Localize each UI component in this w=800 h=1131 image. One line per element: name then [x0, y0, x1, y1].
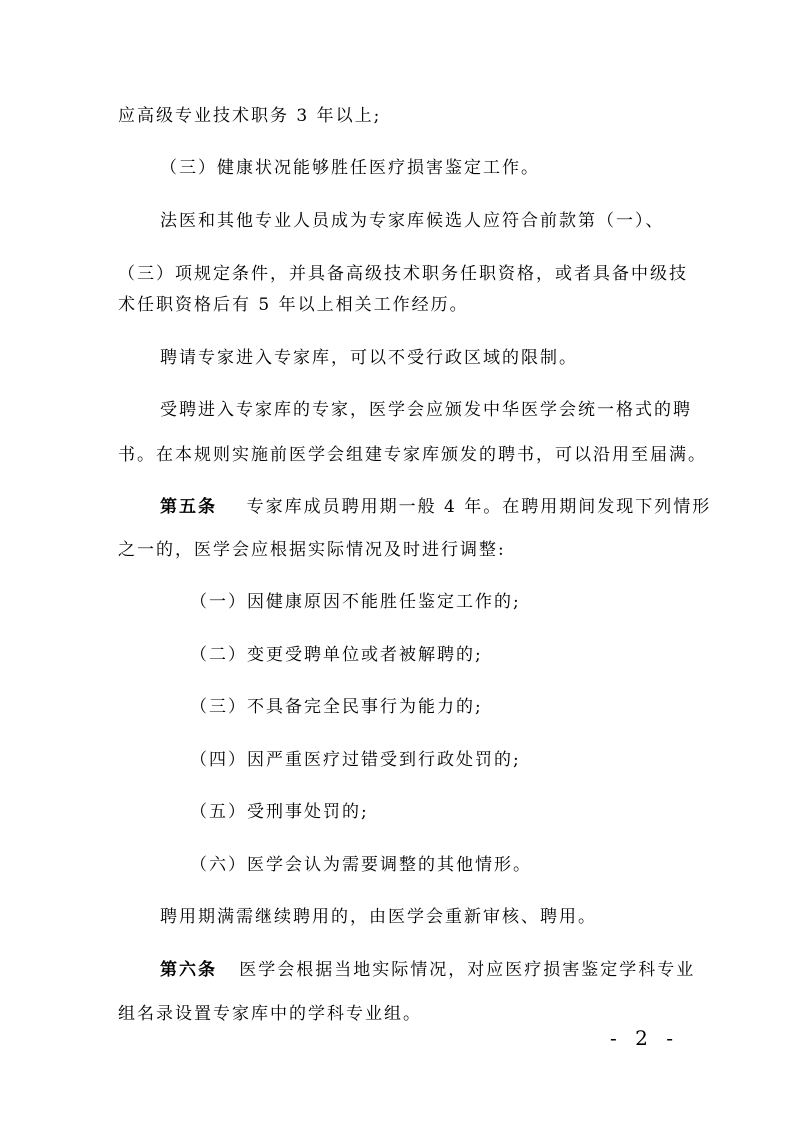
paragraph-line: 应高级专业技术职务 3 年以上;: [118, 106, 382, 126]
paragraph-line: （三）项规定条件，并具备高级技术职务任职资格，或者具备中级技: [118, 264, 688, 284]
paragraph-line: 法医和其他专业人员成为专家库候选人应符合前款第（一）、: [160, 211, 665, 231]
list-item: （五）受刑事处罚的;: [190, 802, 369, 822]
article-six-label: 第六条: [160, 960, 217, 980]
list-item: （三）不具备完全民事行为能力的;: [190, 697, 483, 717]
paragraph-line: 专家库成员聘用期一般 4 年。在聘用期间发现下列情形: [246, 497, 712, 517]
list-item: （四）因严重医疗过错受到行政处罚的;: [190, 750, 521, 770]
paragraph-line: 之一的，医学会应根据实际情况及时进行调整:: [118, 540, 506, 560]
article-five-label: 第五条: [160, 497, 217, 517]
paragraph-line: 医学会根据当地实际情况，对应医疗损害鉴定学科专业: [239, 960, 696, 980]
paragraph-line: 受聘进入专家库的专家，医学会应颁发中华医学会统一格式的聘: [160, 400, 692, 420]
paragraph-line: （三）健康状况能够胜任医疗损害鉴定工作。: [160, 158, 540, 178]
article-six-paragraph: [160, 958, 730, 982]
paragraph-line: 组名录设置专家库中的学科专业组。: [118, 1004, 422, 1024]
page-number: - 2 -: [610, 1026, 679, 1050]
paragraph-line: 聘用期满需继续聘用的，由医学会重新审核、聘用。: [160, 907, 597, 927]
paragraph-line: 术任职资格后有 5 年以上相关工作经历。: [118, 295, 469, 315]
list-item: （一）因健康原因不能胜任鉴定工作的;: [190, 592, 521, 612]
article-five-paragraph: [160, 495, 730, 519]
paragraph-line: 聘请专家进入专家库，可以不受行政区域的限制。: [160, 348, 578, 368]
paragraph-line: 书。在本规则实施前医学会组建专家库颁发的聘书，可以沿用至届满。: [118, 445, 707, 465]
list-item: （二）变更受聘单位或者被解聘的;: [190, 645, 483, 665]
list-item: （六）医学会认为需要调整的其他情形。: [190, 855, 532, 875]
